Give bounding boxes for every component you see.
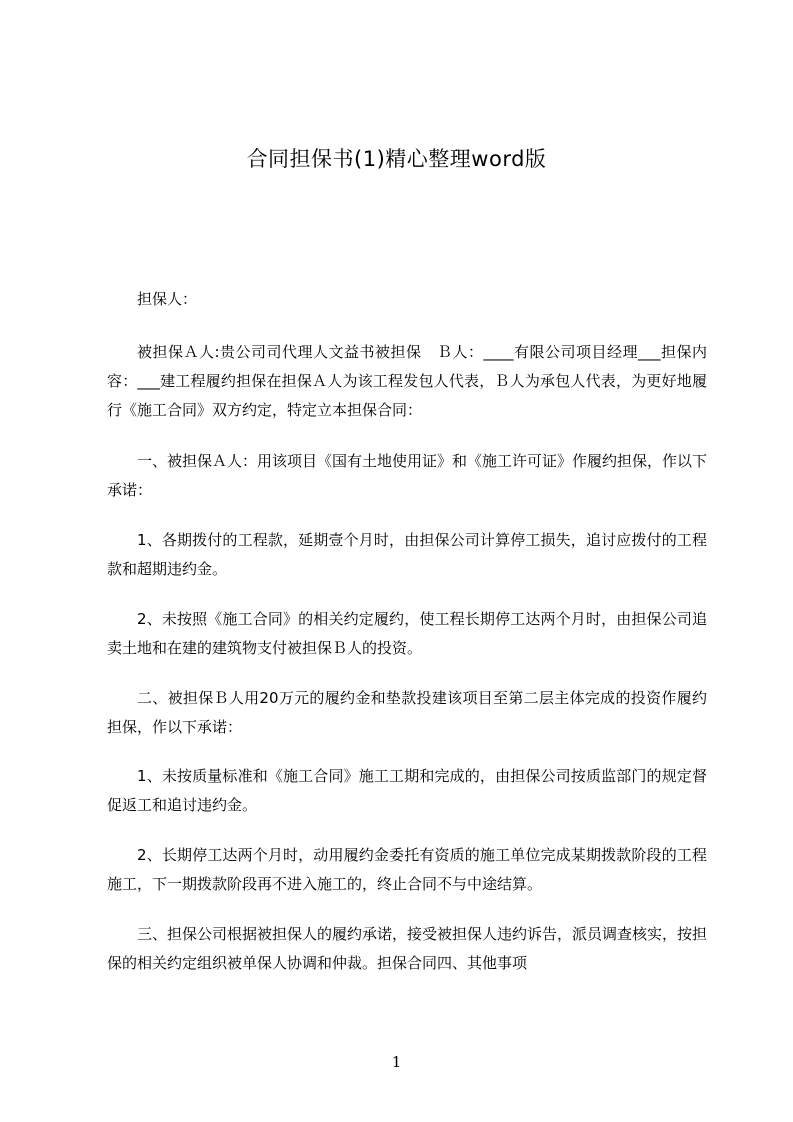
paragraph-section-two: 二、被担保Ｂ人用20万元的履约金和垫款投建该项目至第二层主体完成的投资作履约担保，作以下承诺： — [107, 689, 707, 736]
paragraph-section-two-item-2: 2、长期停工达两个月时，动用履约金委托有资质的施工单位完成某期拨款阶段的工程施工，下一期拨款阶段再不进入施工的，终止合同不与中途结算。 — [107, 846, 707, 893]
paragraph-section-one: 一、被担保Ａ人：用该项目《国有土地使用证》和《施工许可证》作履约担保，作以下承诺： — [107, 452, 708, 499]
page-number: 1 — [391, 1053, 402, 1071]
paragraph-intro: 被担保Ａ人:贵公司司代理人文益书被担保 Ｂ人：____有限公司项目经理___担保内容：___建工程履约担保在担保Ａ人为该工程发包人代表，Ｂ人为承包人代表，为更好地履行《施工合同》双方约定，特定立本担保合同： — [107, 343, 707, 419]
paragraph-section-three: 三、担保公司根据被担保人的履约承诺，接受被担保人违约诉告，派员调查核实，按担保的相关约定组织被单保人协调和仲裁。担保合同四、其他事项 — [107, 925, 708, 972]
paragraph-section-two-item-1: 1、未按质量标准和《施工合同》施工工期和完成的，由担保公司按质监部门的规定督促返工和追讨违约金。 — [107, 767, 707, 814]
document-title: 合同担保书(1)精心整理word版 — [246, 147, 547, 171]
paragraph-section-one-item-2: 2、未按照《施工合同》的相关约定履约，使工程长期停工达两个月时，由担保公司追卖土地和在建的建筑物支付被担保Ｂ人的投资。 — [107, 610, 707, 657]
paragraph-guarantor: 担保人： — [137, 290, 198, 308]
paragraph-section-one-item-1: 1、各期拨付的工程款，延期壹个月时，由担保公司计算停工损失，追讨应拨付的工程款和超期违约金。 — [107, 531, 707, 578]
